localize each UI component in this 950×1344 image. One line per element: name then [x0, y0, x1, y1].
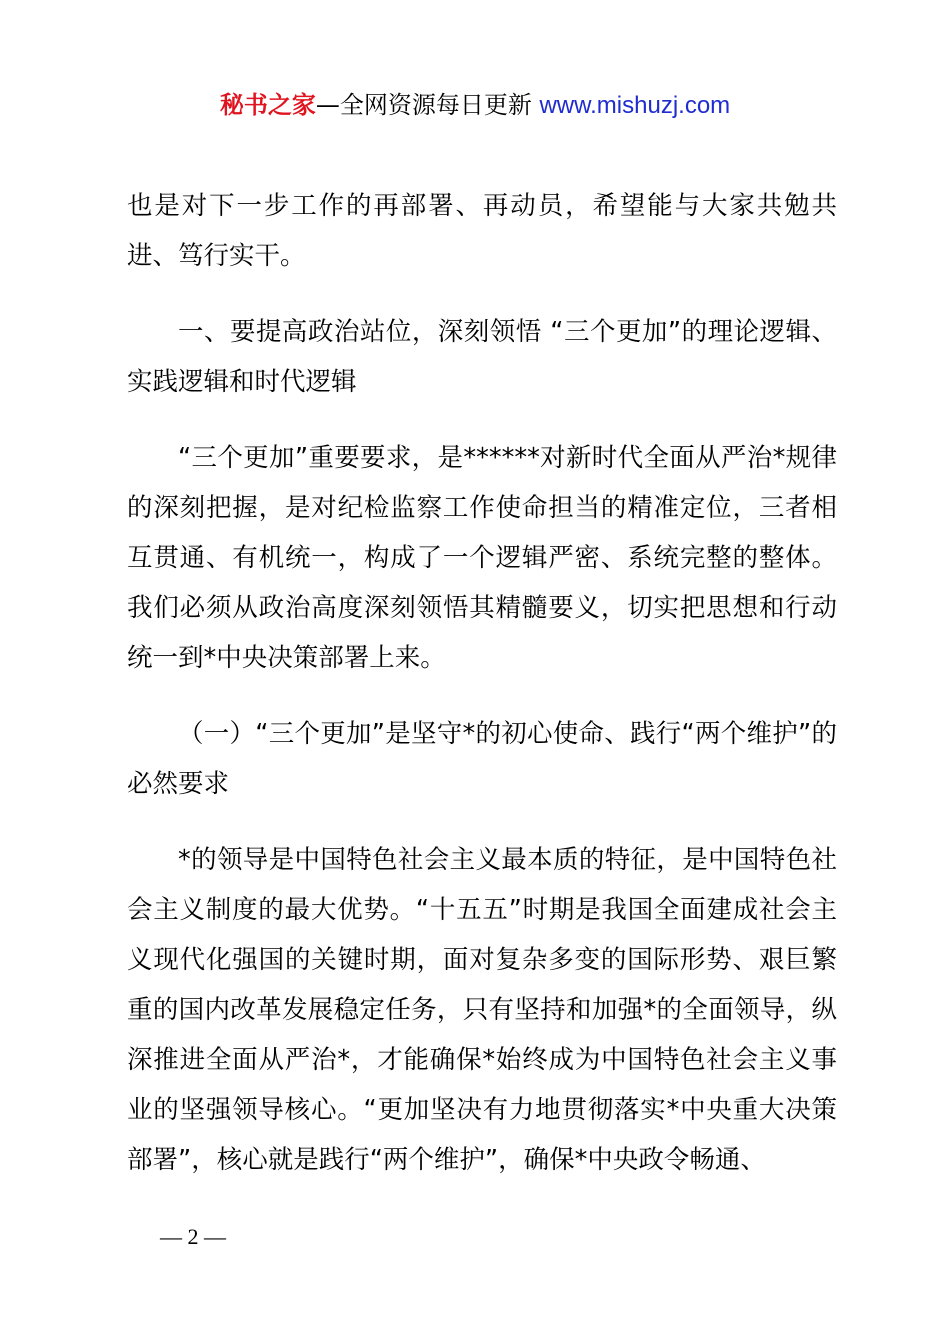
page-number: — 2 — — [160, 1224, 226, 1249]
paragraph: “三个更加”重要要求，是******对新时代全面从严治*规律的深刻把握，是对纪检监察工作使命担当的精准定位，三者相互贯通、有机统一，构成了一个逻辑严密、系统完整的整体。我们必须从政治高度深刻领悟其精髓要义，切实把思想和行动统一到*中央决策部署上来。 — [127, 443, 837, 673]
paragraph: *的领导是中国特色社会主义最本质的特征，是中国特色社会主义制度的最大优势。“十五五”时期是我国全面建成社会主义现代化强国的关键时期，面对复杂多变的国际形势、艰巨繁重的国内改革发展稳定任务，只有坚持和加强*的全面领导，纵深推进全面从严治*，才能确保*始终成为中国特色社会主义事业的坚强领导核心。“更加坚决有力地贯彻落实*中央重大决策部署”，核心就是践行“两个维护”，确保*中央政令畅通、 — [127, 845, 837, 1175]
site-url-link[interactable]: www.mishuzj.com — [539, 92, 731, 119]
section-heading-1: 一、要提高政治站位，深刻领悟 “三个更加”的理论逻辑、实践逻辑和时代逻辑 — [127, 317, 837, 397]
site-header — [0, 88, 950, 123]
subsection-heading-1: （一）“三个更加”是坚守*的初心使命、践行“两个维护”的必然要求 — [127, 719, 837, 799]
paragraph-continuation: 也是对下一步工作的再部署、再动员，希望能与大家共勉共进、笃行实干。 — [127, 191, 837, 271]
header-tagline: —全网资源每日更新 — [315, 91, 540, 119]
brand-name: 秘书之家 — [219, 91, 316, 119]
document-body — [127, 181, 837, 1211]
